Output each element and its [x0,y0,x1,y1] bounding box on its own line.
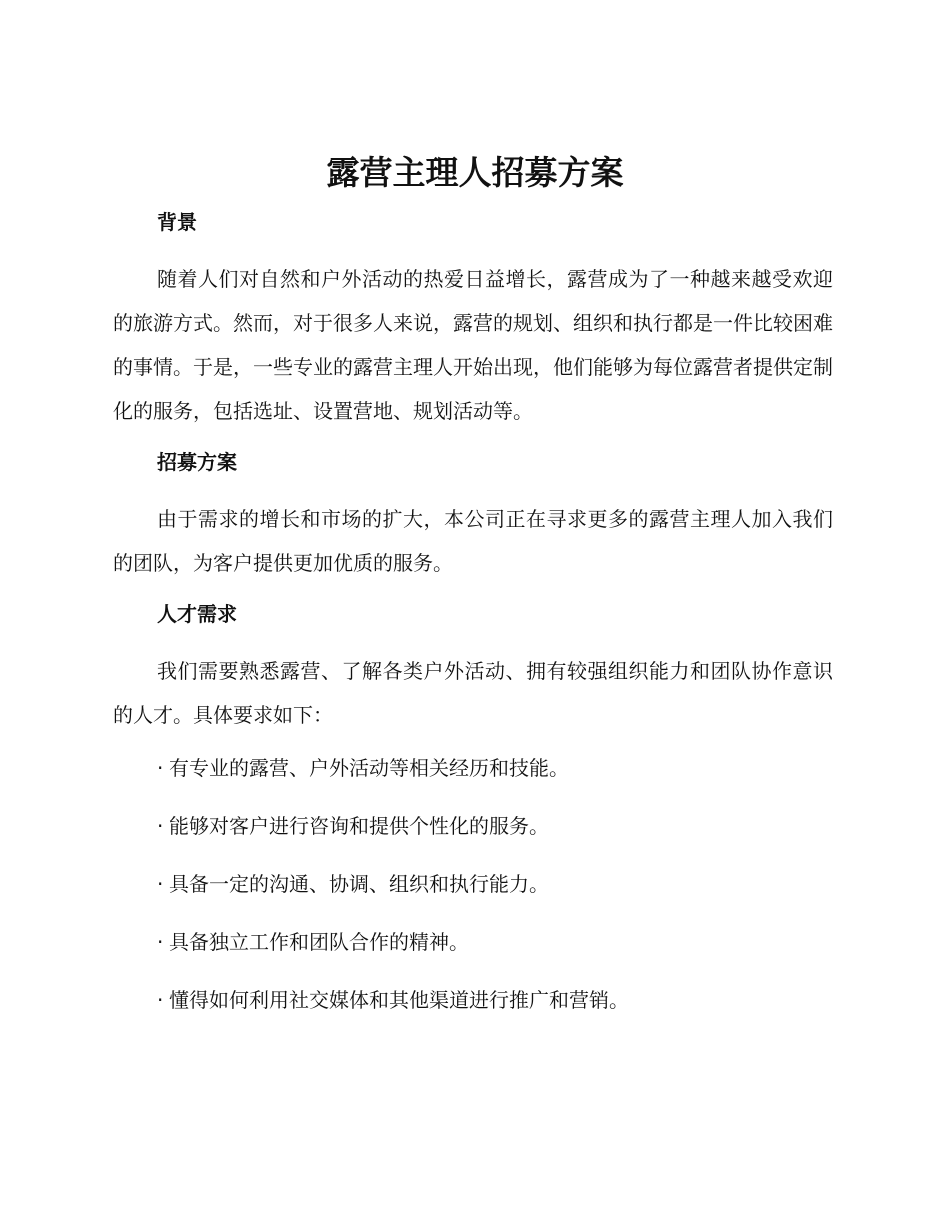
document-body [113,205,833,1041]
section-paragraph-recruitment-plan: 由于需求的增长和市场的扩大，本公司正在寻求更多的露营主理人加入我们的团队，为客户提供更加优质的服务。 [113,507,833,575]
bullet-dot-icon: · [157,988,164,1012]
requirements-list [113,751,833,1017]
list-item [157,809,833,843]
bullet-dot-icon: · [157,872,164,896]
list-item [157,867,833,901]
list-item-text: 能够对客户进行咨询和提供个性化的服务。 [169,814,549,838]
section-heading-recruitment-plan: 招募方案 [157,450,237,474]
list-item-text: 具备独立工作和团队合作的精神。 [169,930,469,954]
section-paragraph-background: 随着人们对自然和户外活动的热爱日益增长，露营成为了一种越来越受欢迎的旅游方式。然而，对于很多人来说，露营的规划、组织和执行都是一件比较困难的事情。于是，一些专业的露营主理人开始出现，他们能够为每位露营者提供定制化的服务，包括选址、设置营地、规划活动等。 [113,267,833,423]
list-item-text: 具备一定的沟通、协调、组织和执行能力。 [169,872,549,896]
list-item-text: 有专业的露营、户外活动等相关经历和技能。 [169,756,569,780]
list-item [157,751,833,785]
bullet-dot-icon: · [157,756,164,780]
section-heading-talent-requirements: 人才需求 [157,602,237,626]
document-title: 露营主理人招募方案 [326,153,624,192]
list-item [157,925,833,959]
section-paragraph-talent-requirements: 我们需要熟悉露营、了解各类户外活动、拥有较强组织能力和团队协作意识的人才。具体要求如下： [113,659,833,727]
bullet-dot-icon: · [157,814,164,838]
bullet-dot-icon: · [157,930,164,954]
section-heading-background: 背景 [157,210,197,234]
list-item-text: 懂得如何利用社交媒体和其他渠道进行推广和营销。 [169,988,629,1012]
list-item [157,983,833,1017]
